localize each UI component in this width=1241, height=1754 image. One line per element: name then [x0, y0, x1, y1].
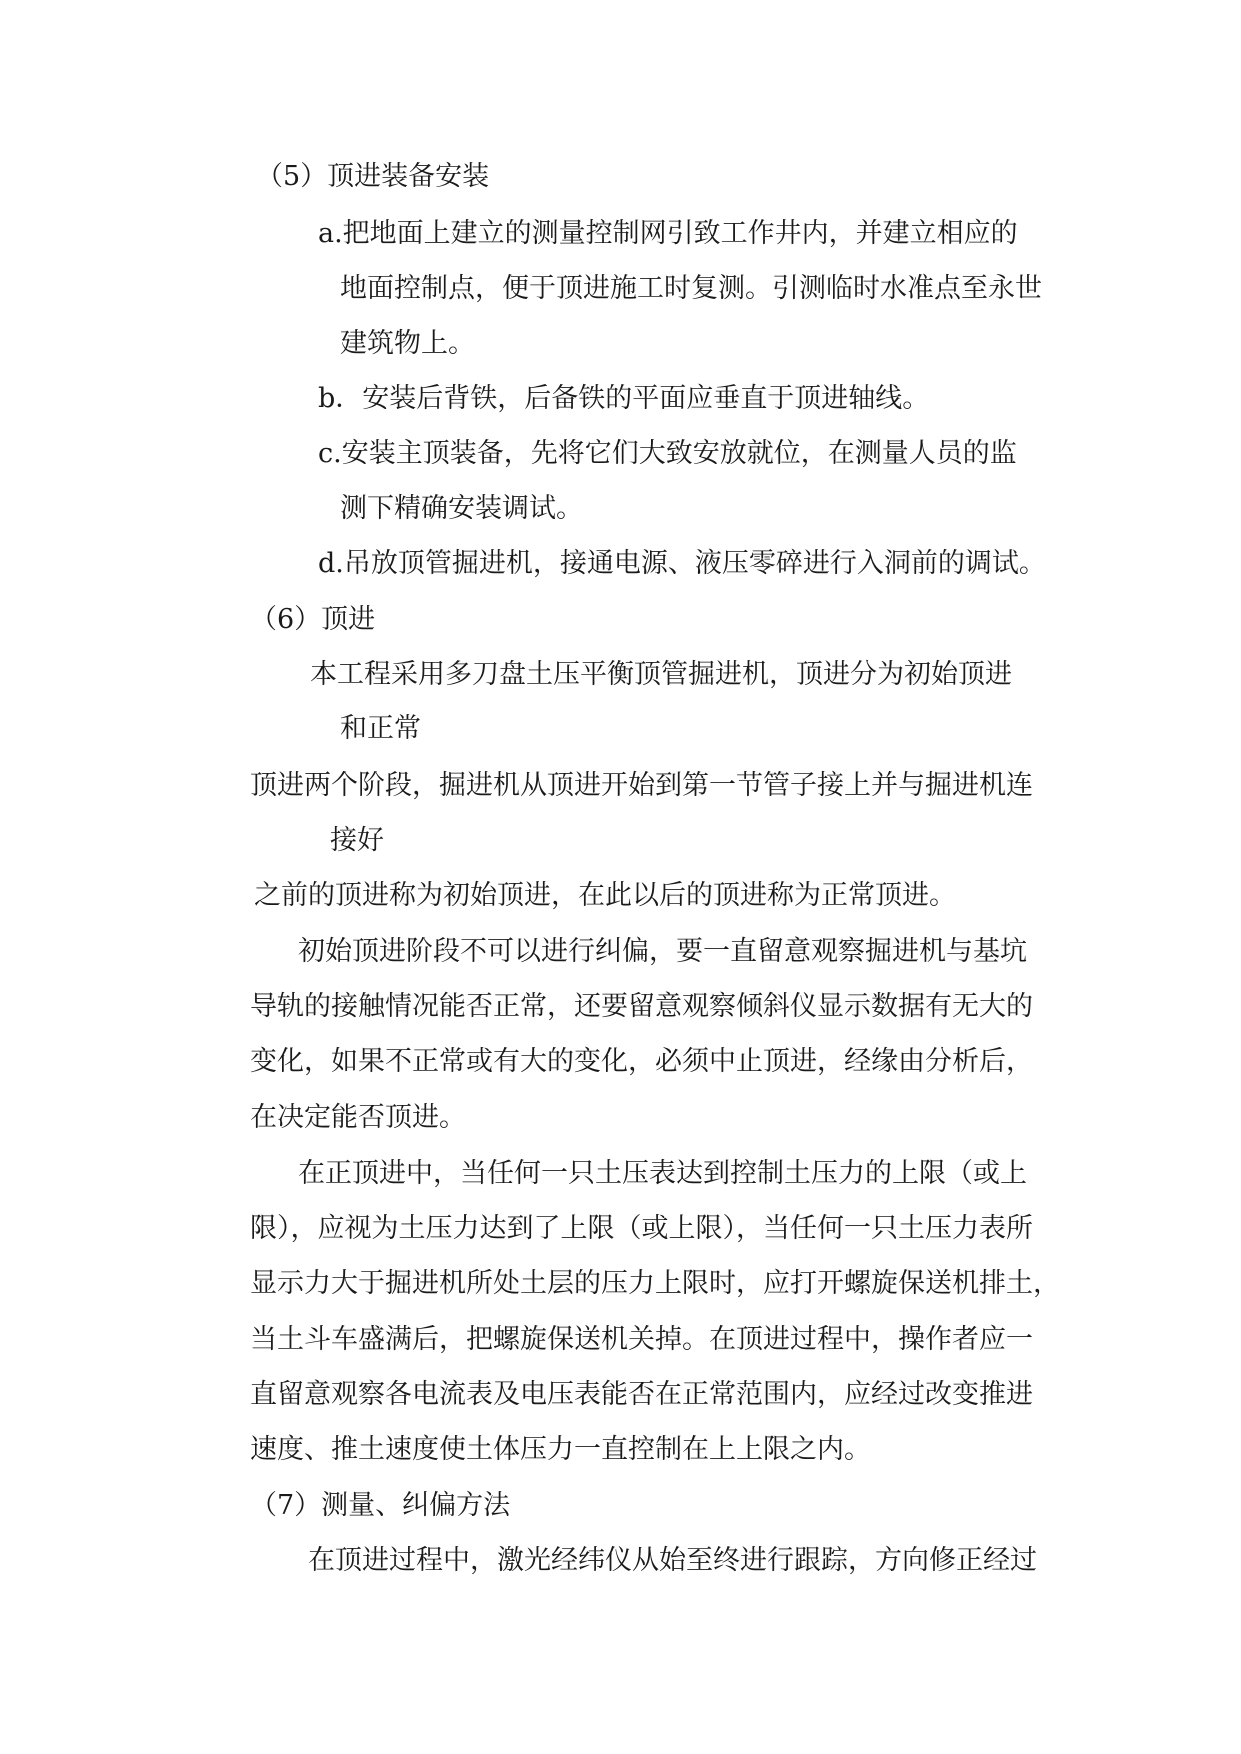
paragraph-line: 速度、推土速度使土体压力一直控制在上上限之内。 — [250, 1434, 871, 1465]
item-a-line-1: a.把地面上建立的测量控制网引致工作井内，并建立相应的 — [318, 218, 1018, 249]
item-d-line-1: d.吊放顶管掘进机，接通电源、液压零碎进行入洞前的调试。 — [318, 548, 1046, 579]
paragraph-line: 直留意观察各电流表及电压表能否在正常范围内，应经过改变推进 — [250, 1379, 1033, 1410]
item-b-line-1: b．安装后背铁，后备铁的平面应垂直于顶进轴线。 — [318, 383, 930, 414]
item-c-line-2: 测下精确安装调试。 — [340, 493, 583, 524]
paragraph-line: 在顶进过程中，激光经纬仪从始至终进行跟踪，方向修正经过 — [308, 1545, 1037, 1576]
item-c-line-1: c.安装主顶装备，先将它们大致安放就位，在测量人员的监 — [318, 438, 1017, 469]
heading-step-5: （5）顶进装备安装 — [256, 161, 490, 192]
paragraph-line: 顶进两个阶段，掘进机从顶进开始到第一节管子接上并与掘进机连 — [250, 770, 1033, 801]
item-a-line-3: 建筑物上。 — [340, 328, 475, 359]
paragraph-line: 在决定能否顶进。 — [250, 1102, 466, 1133]
paragraph-line: 导轨的接触情况能否正常，还要留意观察倾斜仪显示数据有无大的 — [250, 991, 1033, 1022]
paragraph-line: 接好 — [330, 825, 384, 856]
paragraph-line: 在正顶进中，当任何一只土压表达到控制土压力的上限（或上 — [298, 1158, 1027, 1189]
paragraph-line: 显示力大于掘进机所处土层的压力上限时，应打开螺旋保送机排土， — [250, 1268, 1060, 1299]
paragraph-line: 当土斗车盛满后，把螺旋保送机关掉。在顶进过程中，操作者应一 — [250, 1324, 1033, 1355]
paragraph-line: 限），应视为土压力达到了上限（或上限），当任何一只土压力表所 — [250, 1213, 1033, 1244]
heading-step-7: （7）测量、纠偏方法 — [250, 1490, 511, 1521]
paragraph-line: 和正常 — [340, 713, 421, 744]
paragraph-line: 之前的顶进称为初始顶进，在此以后的顶进称为正常顶进。 — [254, 880, 956, 911]
item-a-line-2: 地面控制点，便于顶进施工时复测。引测临时水准点至永世 — [340, 273, 1042, 304]
paragraph-line: 变化，如果不正常或有大的变化，必须中止顶进，经缘由分析后， — [250, 1046, 1033, 1077]
heading-step-6: （6）顶进 — [250, 604, 376, 635]
paragraph-line: 本工程采用多刀盘土压平衡顶管掘进机，顶进分为初始顶进 — [310, 659, 1012, 690]
paragraph-line: 初始顶进阶段不可以进行纠偏，要一直留意观察掘进机与基坑 — [298, 936, 1027, 967]
